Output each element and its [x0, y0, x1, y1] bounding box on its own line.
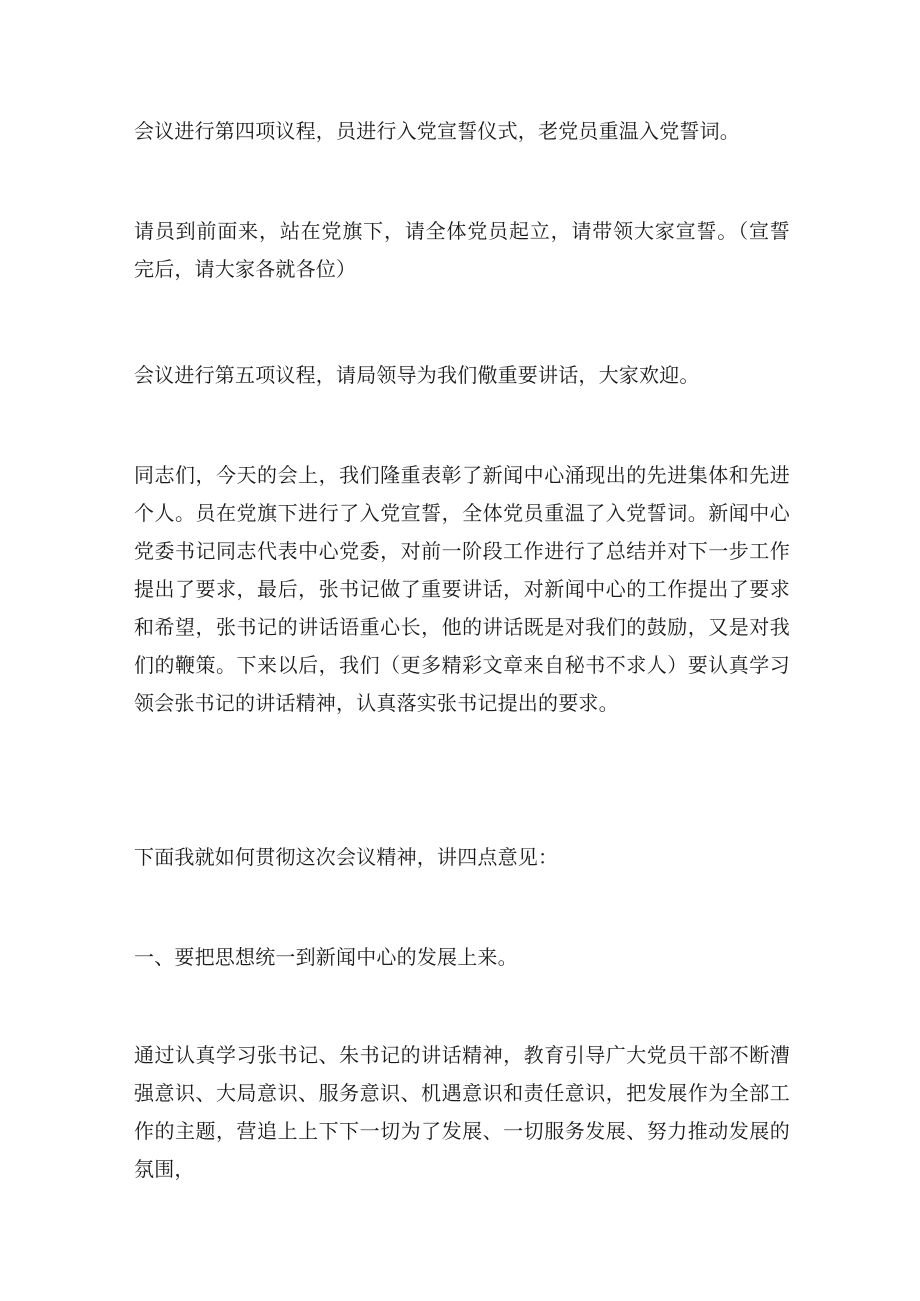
- paragraph-agenda-item-four: 会议进行第四项议程，员进行入党宣誓仪式，老党员重温入党誓词。: [134, 119, 740, 143]
- paragraph-four-points-intro: 下面我就如何贯彻这次会议精神，讲四点意见：: [134, 845, 559, 869]
- paragraph-point-one-body: 通过认真学习张书记、朱书记的讲话精神，教育引导广大党员干部不断漕强意识、大局意识、服务意识、机遇意识和责任意识，把发展作为全部工作的主题，营追上上下下一切为了发展、一切服务发展、努力推动发展的氛围，: [134, 1043, 790, 1181]
- paragraph-agenda-item-five: 会议进行第五项议程，请局领导为我们儆重要讲话，大家欢迎。: [134, 363, 700, 387]
- paragraph-point-one-heading: 一、要把思想统一到新闻中心的发展上来。: [134, 945, 518, 969]
- paragraph-oath-instruction: 请员到前面来，站在党旗下，请全体党员起立，请带领大家宣誓。（宣誓完后，请大家各就各位）: [134, 219, 790, 281]
- paragraph-meeting-summary: 同志们，今天的会上，我们隆重表彰了新闻中心涌现出的先进集体和先进个人。员在党旗下进行了入党宣誓，全体党员重温了入党誓词。新闻中心党委书记同志代表中心党委，对前一阶段工作进行了总结并对下一步工作提出了要求，最后，张书记做了重要讲话，对新闻中心的工作提出了要求和希望，张书记的讲话语重心长，他的讲话既是对我们的鼓励，又是对我们的鞭策。下来以后，我们（更多精彩文章来自秘书不求人）要认真学习领会张书记的讲话精神，认真落实张书记提出的要求。: [134, 463, 790, 715]
